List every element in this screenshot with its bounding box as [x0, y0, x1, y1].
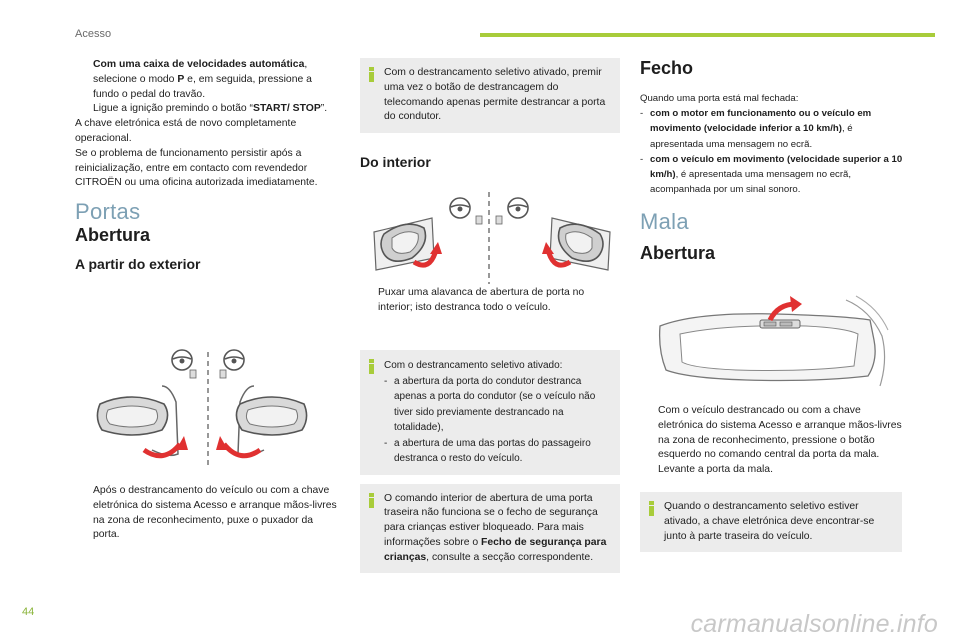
- text: ”.: [320, 103, 328, 115]
- button-name: START/ STOP: [253, 103, 321, 115]
- column-middle-notes: [360, 350, 620, 573]
- section-title: Mala: [640, 209, 689, 235]
- door-handle-left: [97, 397, 167, 435]
- bold-text: com o motor em funcionamento ou o veículo em movimento (velocidade inferior a 10 km/h): [650, 108, 872, 135]
- pull-arrow-icon: [224, 444, 260, 456]
- dash-marker: -: [384, 437, 388, 449]
- watermark: carmanualsonline.info: [690, 610, 938, 638]
- info-icon: [369, 493, 374, 508]
- text: Após o destrancamento do veículo ou com a chave eletrónica do sistema Acesso e arranque mãos-livres na zona de reconhecimento, puxe o puxador da porta.: [93, 485, 337, 541]
- text: , é apresentada uma mensagem no ecrã, acompanhada por um sinal sonoro.: [650, 169, 852, 196]
- dash-marker: -: [384, 375, 388, 387]
- steering-wheel-icon: [172, 350, 192, 370]
- list-item: [640, 404, 905, 463]
- steering-wheel-icon: [224, 350, 244, 370]
- tailgate-button-illustration: [656, 290, 892, 390]
- steering-wheel-icon: [450, 198, 470, 218]
- list-item: [640, 152, 905, 198]
- list-item: [75, 484, 340, 543]
- exterior-door-handle-illustration: [92, 346, 312, 471]
- column-middle-lower: [360, 286, 620, 316]
- subsection-title: Abertura: [640, 243, 716, 264]
- subheading: Do interior: [360, 154, 431, 171]
- section-title: Fecho: [640, 58, 694, 78]
- list-item: [640, 463, 905, 478]
- dash-marker: -: [640, 153, 644, 165]
- text: Puxar uma alavanca de abertura de porta no interior; isto destranca todo o veículo.: [378, 287, 585, 313]
- note-text: , consulte a secção correspondente.: [426, 551, 594, 563]
- info-icon: [369, 67, 374, 82]
- bold-text: com o veículo em movimento (velocidade superior a 10 km/h): [650, 153, 903, 181]
- note-text: Quando o destrancamento seletivo estiver ativado, a chave eletrónica deve encontrar-se junto à parte traseira do veículo.: [664, 500, 875, 542]
- bold-text: Fecho de segurança para crianças: [384, 536, 607, 563]
- page-number: 44: [22, 606, 35, 618]
- text: , selecione o modo: [93, 59, 308, 85]
- column-right-lower: [640, 404, 905, 552]
- column-left-bottom: [75, 484, 340, 543]
- note-text: a abertura da porta do condutor destranca apenas a porta do condutor (se o veículo não tiver sido previamente destrancado na totalidade),: [394, 375, 596, 433]
- paragraph: Quando uma porta está mal fechada:: [640, 93, 799, 104]
- info-icon: [369, 359, 374, 374]
- list-item: [360, 286, 620, 316]
- list-item: [640, 106, 905, 152]
- column-right: [640, 58, 905, 264]
- pull-arrow-icon: [144, 444, 180, 456]
- bold-text: Com uma caixa de velocidades automática: [93, 59, 305, 70]
- left-button: [764, 322, 776, 326]
- column-left: [75, 58, 340, 272]
- info-note: [360, 484, 620, 574]
- note-text: O comando interior de abertura de uma porta traseira não funciona se o fecho de segurança para crianças estiver bloqueado. Para mais informações sobre o: [384, 492, 598, 548]
- list-item: [384, 436, 612, 467]
- running-header: Acesso: [75, 28, 112, 40]
- header-accent-bar: [480, 33, 935, 37]
- text: Com o veículo destrancado ou com a chave eletrónica do sistema Acesso e arranque mãos-livres na zona de reconhecimento, pressione o botão esquerdo no comando central da porta da mala.: [658, 405, 902, 461]
- paragraph: A chave eletrónica está de novo completamente operacional.: [75, 118, 297, 144]
- closing-text: [640, 91, 905, 197]
- text: , é apresentada uma mensagem no ecrã.: [650, 123, 853, 150]
- info-note: [640, 492, 902, 552]
- info-icon: [649, 501, 654, 516]
- note-text: Com o destrancamento seletivo ativado, premir uma vez o botão de destrancagem do telecomando apenas permite destrancar a porta do condutor.: [384, 67, 606, 123]
- steering-wheel-icon: [508, 198, 528, 218]
- list-item: [75, 102, 340, 117]
- text: Levante a porta da mala.: [658, 464, 773, 476]
- door-handle-right: [236, 397, 306, 435]
- paragraph: Se o problema de funcionamento persistir após a reinicialização, entre em contacto com revendedor CITROËN ou uma oficina autorizada imediatamente.: [75, 147, 318, 189]
- note-text: a abertura de uma das portas do passageiro destranca o resto do veículo.: [394, 437, 591, 464]
- info-note: [360, 350, 620, 475]
- text: Ligue a ignição premindo o botão “: [93, 103, 254, 115]
- note-text: Com o destrancamento seletivo ativado:: [384, 360, 563, 371]
- list-item: [384, 374, 612, 436]
- dash-marker: -: [640, 108, 644, 120]
- info-note: [360, 58, 620, 133]
- text: e, em seguida, pressione a fundo o pedal do travão.: [93, 73, 312, 100]
- list-item: [75, 58, 340, 102]
- subsection-title: Abertura: [75, 224, 151, 245]
- mode-letter: P: [177, 73, 185, 85]
- interior-door-lever-illustration: [372, 188, 612, 288]
- section-title: Portas: [75, 199, 141, 225]
- subheading: A partir do exterior: [75, 255, 201, 272]
- column-middle: [360, 58, 620, 170]
